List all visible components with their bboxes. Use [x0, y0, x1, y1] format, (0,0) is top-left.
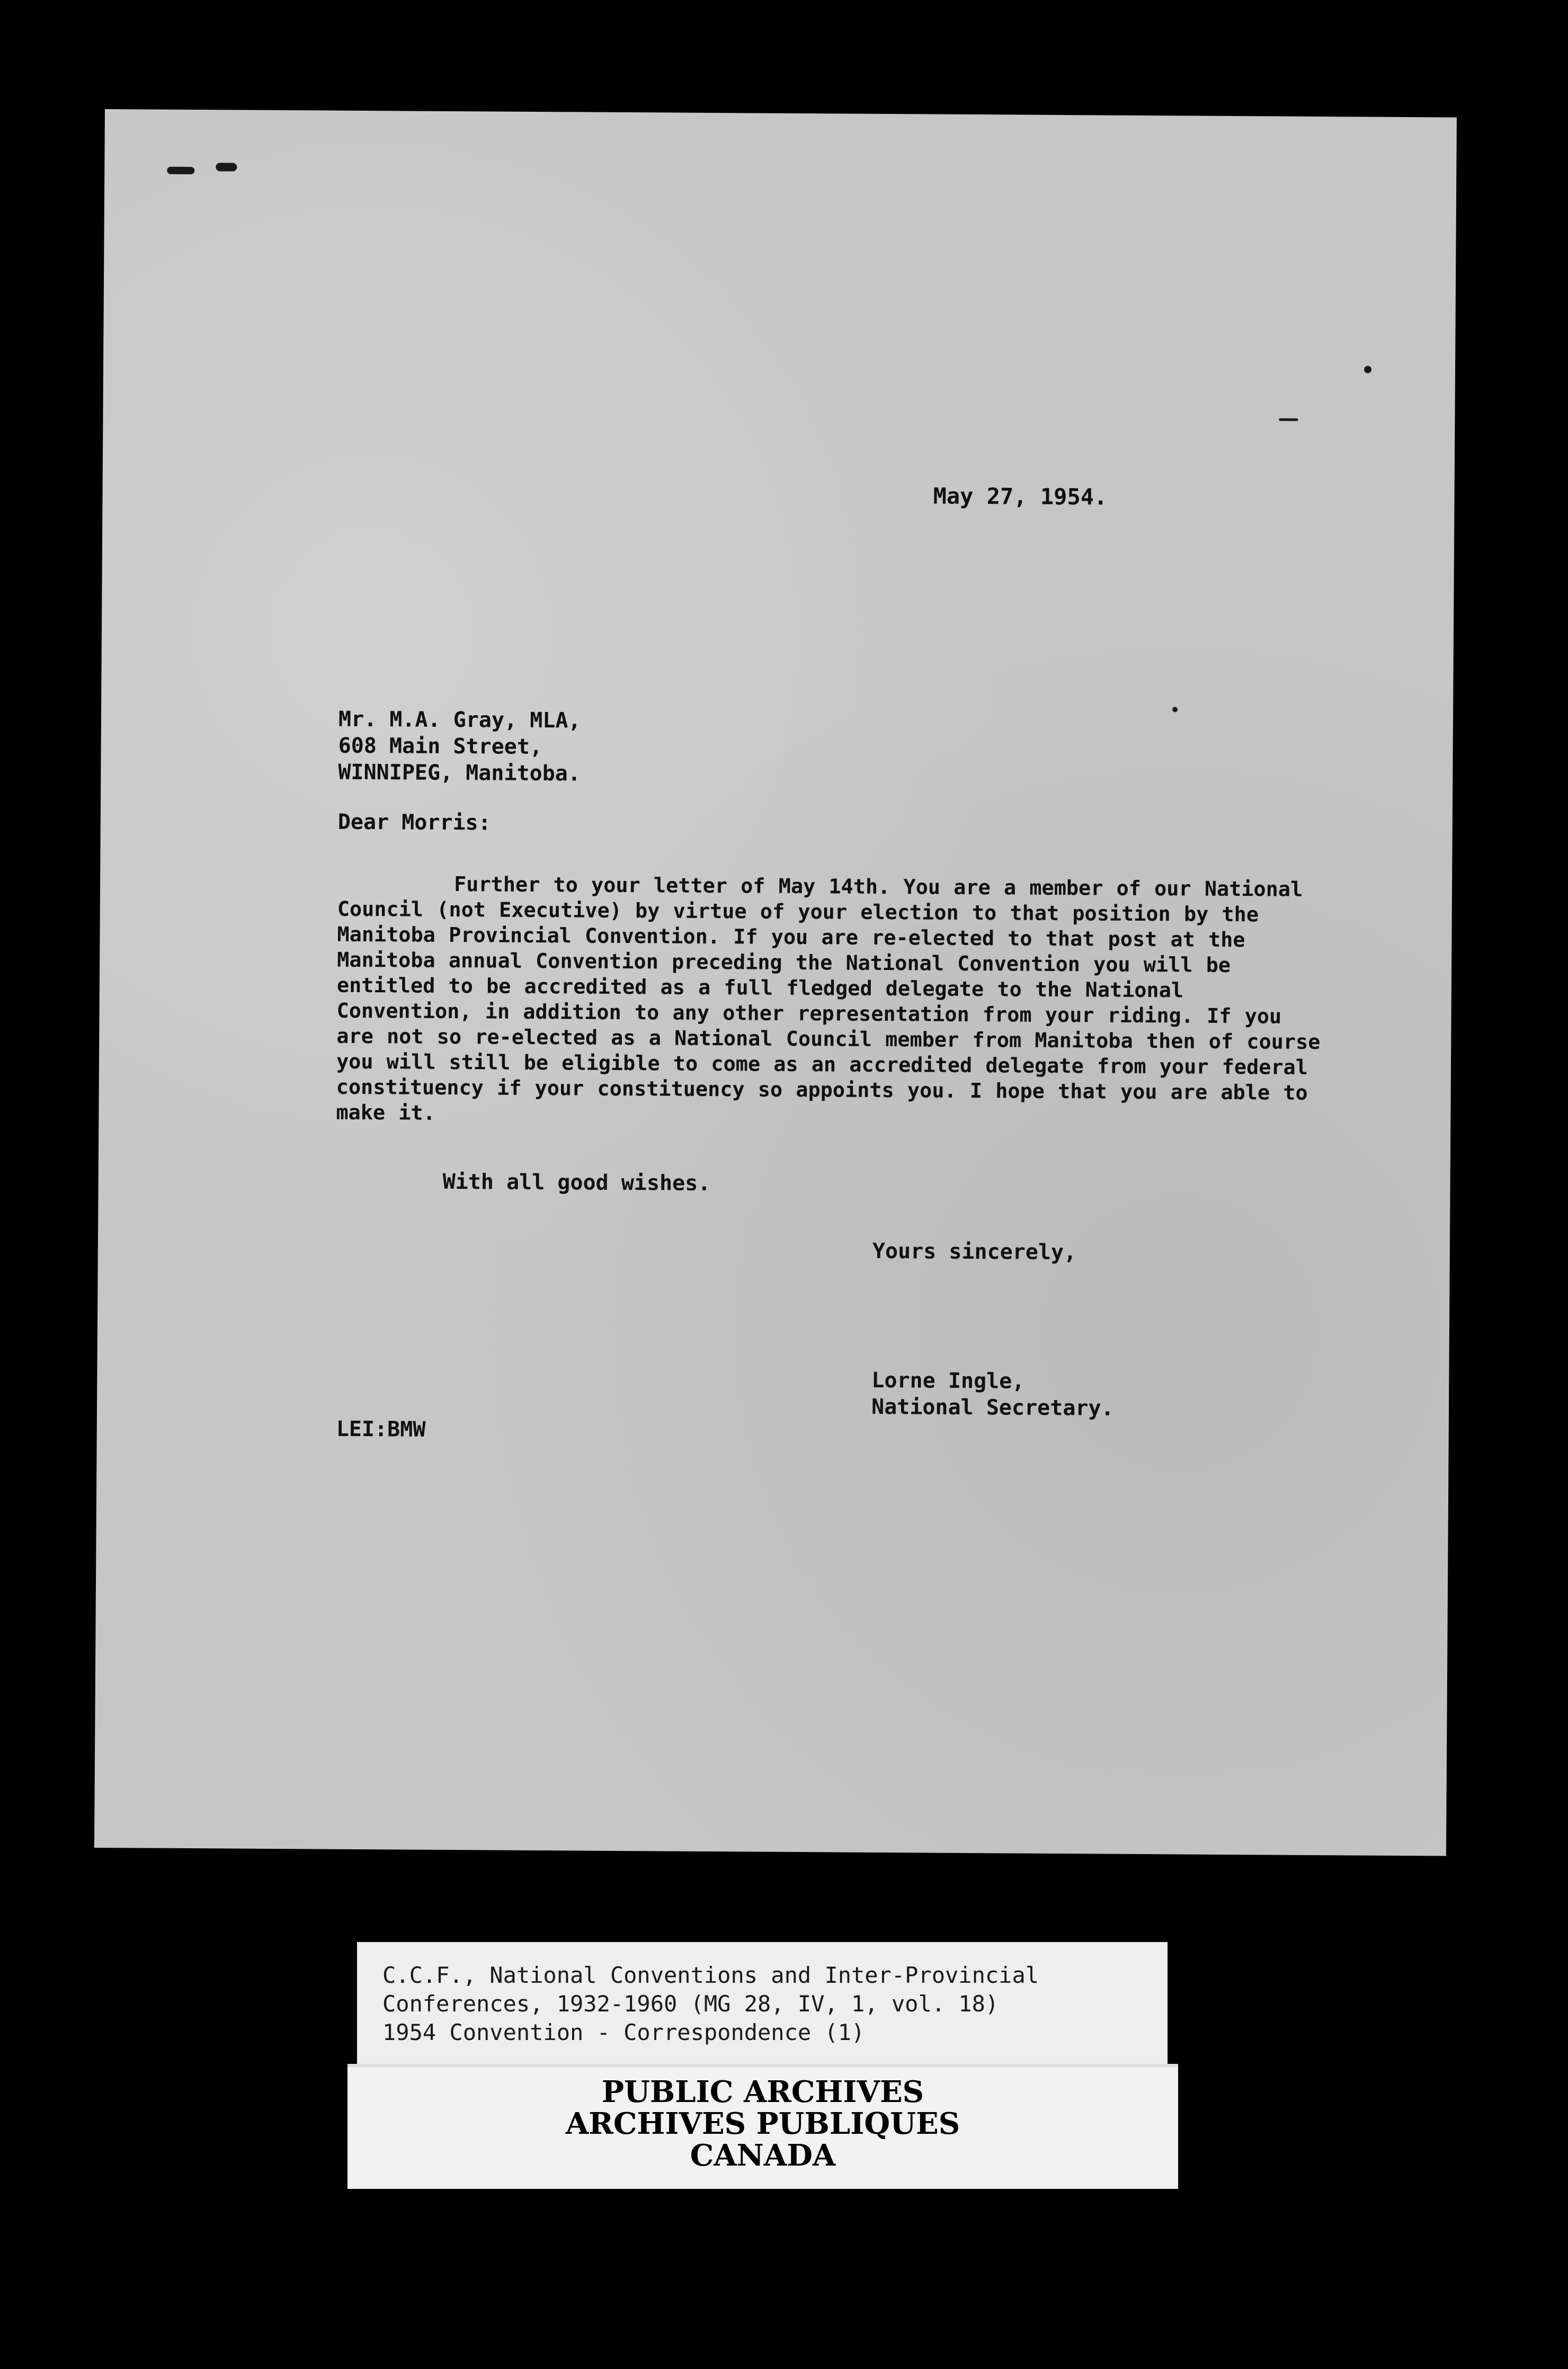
- recipient-address: [338, 706, 581, 787]
- public-archives-stamp: [348, 2064, 1178, 2189]
- signer-title: National Secretary.: [871, 1394, 1114, 1421]
- archive-label-line-2: Conferences, 1932-1960 (MG 28, IV, 1, vol. 18): [382, 1991, 999, 2017]
- paper-mark: [1172, 707, 1178, 712]
- reference-initials: LEI:BMW: [336, 1417, 426, 1442]
- stamp-line-3: CANADA: [690, 2138, 836, 2173]
- address-line-name: Mr. M.A. Gray, MLA,: [338, 707, 581, 733]
- signature-block: [871, 1367, 1114, 1422]
- paper-mark: [1279, 418, 1298, 421]
- paper-mark: [1364, 366, 1371, 373]
- signer-name: Lorne Ingle,: [871, 1368, 1025, 1394]
- address-line-street: 608 Main Street,: [338, 733, 543, 760]
- complimentary-close: Yours sincerely,: [872, 1239, 1077, 1265]
- archive-label-line-1: C.C.F., National Conventions and Inter-Provincial: [382, 1962, 1039, 1988]
- archive-label-line-3: 1954 Convention - Correspondence (1): [382, 2019, 865, 2045]
- stamp-line-1: PUBLIC ARCHIVES: [601, 2074, 924, 2109]
- letter-page: [94, 109, 1457, 1856]
- paper-mark: [167, 167, 194, 174]
- closing-wish: With all good wishes.: [442, 1169, 711, 1196]
- letter-body: Further to your letter of May 14th. You are a member of our National Council (not Executive) by virtue of your election to that position by the Manitoba Provincial Convention. If you are re-elected to that post at the Manitoba annual Convention preceding the National Convention you will be entitled to be accredited as a full fledged delegate to the National Convention, in addition to any other representation from your riding. If you are not so re-elected as a National Council member from Manitoba then of course you will still be eligible to come as an accredited delegate from your federal constituency if your constituency so appoints you. I hope that you are able to make it.: [336, 872, 1321, 1125]
- paper-mark: [216, 163, 237, 171]
- stamp-line-2: ARCHIVES PUBLIQUES: [565, 2106, 960, 2141]
- letter-date: May 27, 1954.: [933, 483, 1108, 510]
- salutation: Dear Morris:: [337, 809, 491, 835]
- address-line-city: WINNIPEG, Manitoba.: [338, 760, 581, 786]
